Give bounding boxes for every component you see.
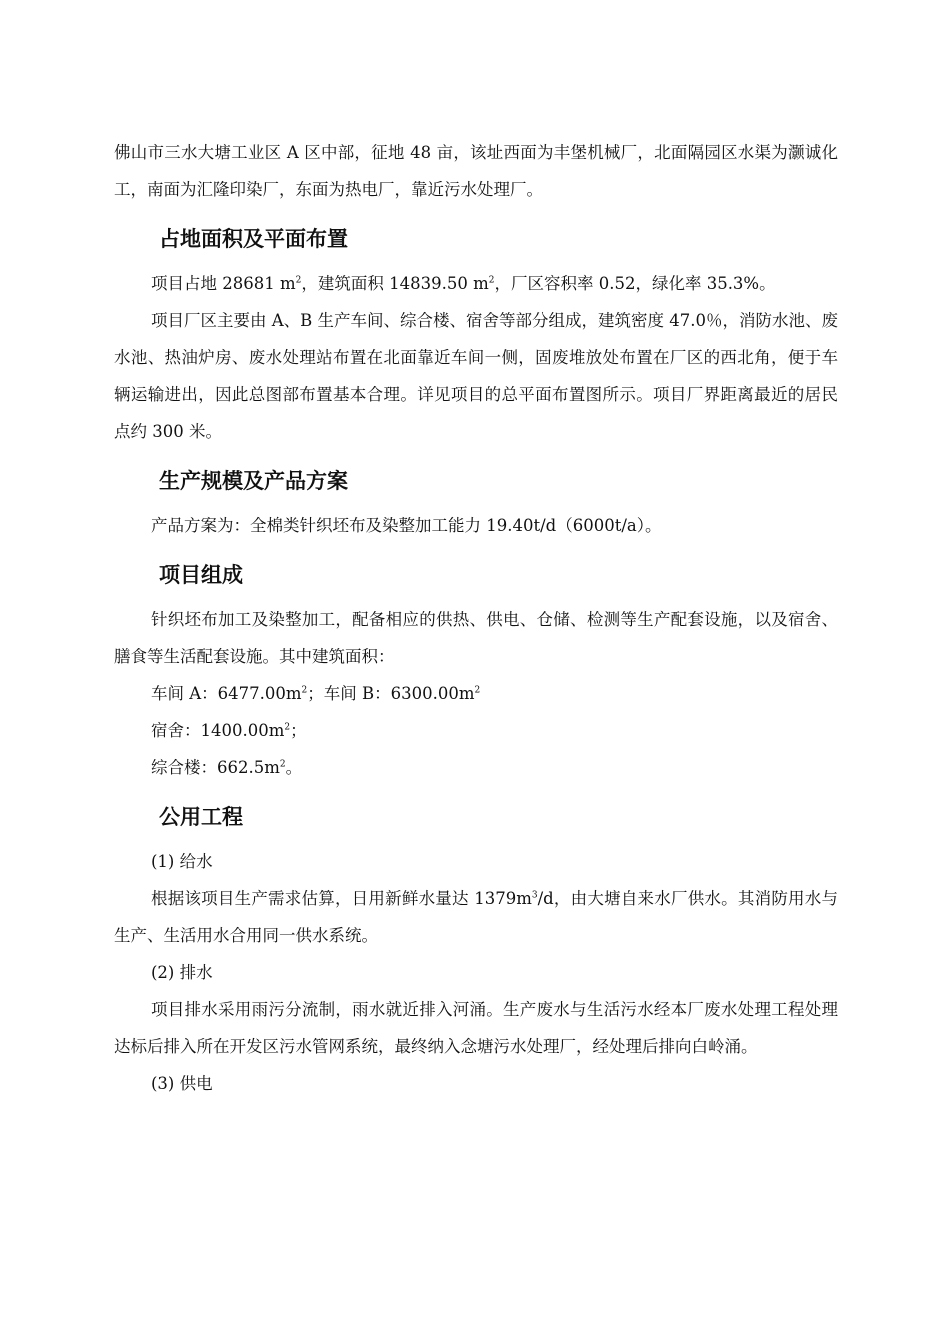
office-text: 综合楼：662.5m [151, 758, 280, 777]
office-end: 。 [285, 758, 303, 777]
superscript: 3 [531, 890, 538, 901]
superscript: 2 [488, 275, 495, 286]
dorm-text: 宿舍：1400.00m [151, 721, 285, 740]
superscript: 2 [295, 275, 302, 286]
dorm-end: ； [290, 721, 307, 740]
workshop-areas [114, 675, 838, 712]
water-supply-paragraph [114, 880, 838, 954]
power-supply-title: (3) 供电 [151, 1074, 213, 1093]
intro-paragraph: 佛山市三水大塘工业区 A 区中部，征地 48 亩，该址西面为丰堡机械厂，北面隔园区水渠为灏诚化工，南面为汇隆印染厂，东面为热电厂，靠近污水处理厂。 [114, 143, 838, 199]
layout-paragraph: 项目厂区主要由 A、B 生产车间、综合楼、宿舍等部分组成，建筑密度 47.0％，消防水池、废水池、热油炉房、废水处理站布置在北面靠近车间一侧，固废堆放处布置在厂区的西北角，便于车辆运输进出，因此总图部布置基本合理。详见项目的总平面布置图所示。项目厂界距离最近的居民点约 300 米。 [114, 311, 839, 441]
water-text-b: /d，由大塘自来水厂供水。其消防用水与生产、生活用水合用同一供水系统。 [114, 889, 838, 945]
heading-project-composition: 项目组成 [159, 563, 243, 587]
workshop-b-text: ；车间 B：6300.00m [307, 684, 475, 703]
water-supply-title: (1) 给水 [151, 852, 213, 871]
superscript: 2 [301, 685, 308, 696]
scale-paragraph: 产品方案为：全棉类针织坯布及染整加工能力 19.40t/d（6000t/a）。 [151, 516, 662, 535]
dorm-area [114, 712, 838, 749]
heading-area-layout: 占地面积及平面布置 [159, 227, 348, 251]
superscript: 2 [474, 685, 481, 696]
drainage-title: (2) 排水 [151, 963, 213, 982]
superscript: 2 [279, 759, 286, 770]
composition-paragraph: 针织坯布加工及染整加工，配备相应的供热、供电、仓储、检测等生产配套设施，以及宿舍、膳食等生活配套设施。其中建筑面积： [114, 610, 838, 666]
superscript: 2 [284, 722, 291, 733]
area-text-c: ，厂区容积率 0.52，绿化率 35.3%。 [494, 274, 776, 293]
area-text-b: ，建筑面积 14839.50 m [301, 274, 489, 293]
drainage-paragraph: 项目排水采用雨污分流制，雨水就近排入河涌。生产废水与生活污水经本厂废水处理工程处理达标后排入所在开发区污水管网系统，最终纳入念塘污水处理厂，经处理后排向白岭涌。 [114, 1000, 838, 1056]
area-text-a: 项目占地 28681 m [151, 274, 296, 293]
water-text-a: 根据该项目生产需求估算，日用新鲜水量达 1379m [151, 889, 532, 908]
heading-production-scale: 生产规模及产品方案 [159, 469, 348, 493]
document-body [114, 134, 838, 1102]
heading-utilities: 公用工程 [159, 805, 243, 829]
office-area [114, 749, 838, 786]
area-paragraph [114, 265, 838, 302]
workshop-a-text: 车间 A：6477.00m [151, 684, 302, 703]
